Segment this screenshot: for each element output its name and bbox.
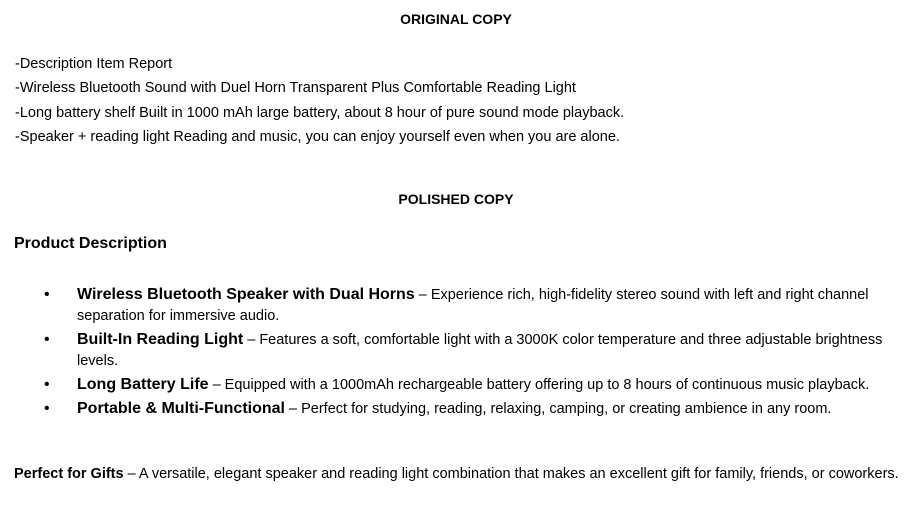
bullet-title: Long Battery Life	[77, 376, 209, 393]
original-line-wireless: -Wireless Bluetooth Sound with Duel Horn Transparent Plus Comfortable Reading Light	[15, 80, 576, 97]
bullet-item-wireless	[0, 284, 912, 327]
product-description-heading: Product Description	[14, 235, 167, 252]
bullet-icon: •	[44, 400, 50, 417]
gifts-text: – A versatile, elegant speaker and reading light combination that makes an excellent gift for family, friends, or coworkers.	[123, 466, 899, 482]
bullet-title: Wireless Bluetooth Speaker with Dual Horns	[77, 286, 415, 303]
gifts-paragraph	[14, 463, 899, 485]
bullet-text: – Perfect for studying, reading, relaxing, camping, or creating ambience in any room.	[285, 401, 832, 417]
bullet-item-reading-light	[0, 329, 912, 372]
bullet-item-battery	[0, 374, 912, 396]
bullet-text: – Experience rich, high-fidelity stereo sound with left and right channel separation for immersive audio.	[77, 287, 869, 324]
original-line-description: -Description Item Report	[15, 56, 173, 72]
bullet-title: Portable & Multi-Functional	[77, 400, 285, 417]
original-line-speaker: -Speaker + reading light Reading and music, you can enjoy yourself even when you are alone.	[15, 128, 620, 145]
bullet-icon: •	[44, 286, 50, 303]
polished-copy-heading: POLISHED COPY	[398, 191, 514, 207]
gifts-title: Perfect for Gifts	[14, 466, 124, 482]
bullet-item-portable	[0, 398, 912, 420]
bullet-icon: •	[44, 376, 50, 393]
original-copy-lines	[15, 52, 905, 149]
bullet-text: – Features a soft, comfortable light with a 3000K color temperature and three adjustable brightness levels.	[77, 332, 883, 369]
bullet-title: Built-In Reading Light	[77, 331, 244, 348]
feature-bullet-list	[0, 284, 912, 422]
original-copy-heading: ORIGINAL COPY	[400, 11, 512, 27]
bullet-text: – Equipped with a 1000mAh rechargeable battery offering up to 8 hours of continuous music playback.	[208, 377, 870, 393]
original-line-battery: -Long battery shelf Built in 1000 mAh large battery, about 8 hour of pure sound mode playback.	[15, 104, 625, 121]
bullet-icon: •	[44, 331, 50, 348]
